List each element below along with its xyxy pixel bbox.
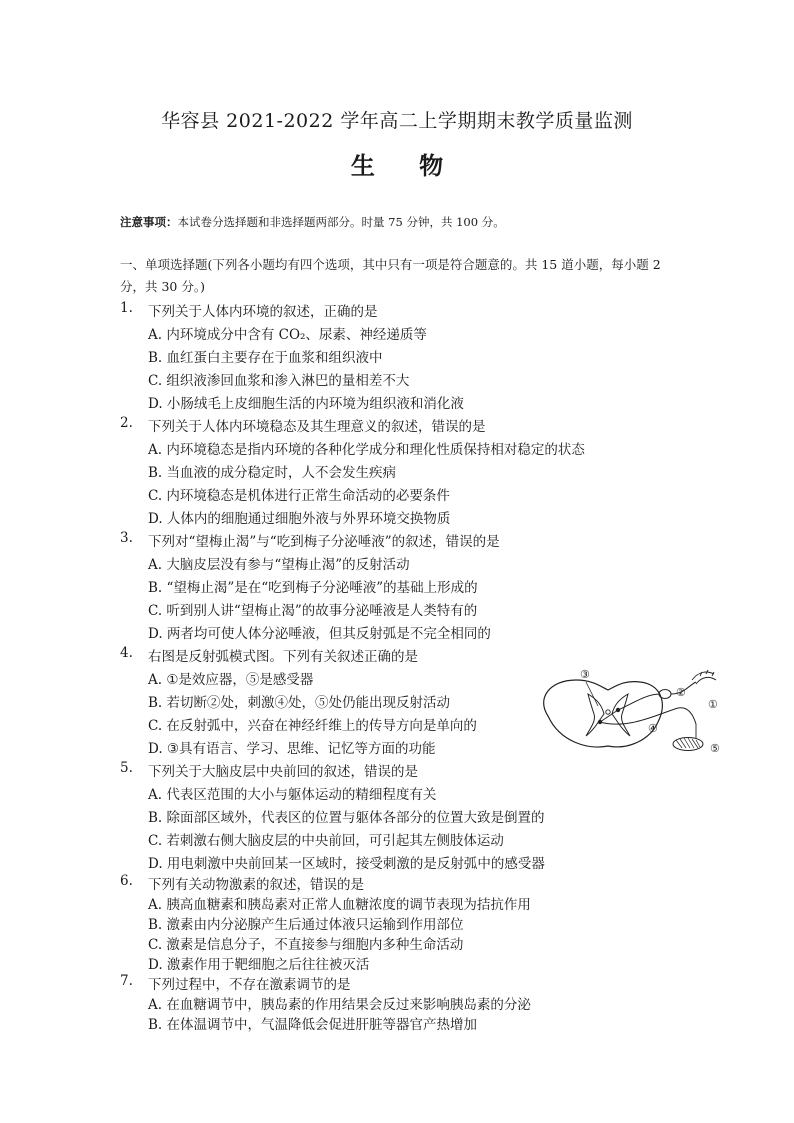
- label-2: ②: [676, 686, 686, 699]
- option: C. 听到别人讲“望梅止渴”的故事分泌唾液是人类特有的: [148, 603, 478, 619]
- option: D. 用电刺激中央前回某一区域时，接受刺激的是反射弧中的感受器: [148, 856, 545, 872]
- ganglion: [659, 690, 671, 699]
- label-5: ⑤: [710, 742, 720, 755]
- reflex-arc-diagram: [528, 664, 728, 764]
- option: A. 代表区范围的大小与躯体运动的精细程度有关: [148, 787, 437, 803]
- question-number: 7.: [120, 973, 133, 989]
- option: D. 两者均可使人体分泌唾液，但其反射弧是不完全相同的: [148, 626, 491, 642]
- option: C. 若刺激右侧大脑皮层的中央前回，可引起其左侧肢体运动: [148, 833, 504, 849]
- option: D. 人体内的细胞通过细胞外液与外界环境交换物质: [148, 511, 451, 527]
- question-stem: 下列关于大脑皮层中央前回的叙述，错误的是: [148, 764, 418, 780]
- option: C. 内环境稳态是机体进行正常生命活动的必要条件: [148, 488, 450, 504]
- option: C. 组织液渗回血浆和渗入淋巴的量相差不大: [148, 373, 410, 389]
- muscle-striations: [676, 738, 700, 748]
- option: B. 除面部区域外，代表区的位置与躯体各部分的位置大致是倒置的: [148, 810, 545, 826]
- question-stem: 下列关于人体内环境的叙述，正确的是: [148, 304, 378, 320]
- question-number: 4.: [120, 645, 133, 661]
- option: A. 内环境成分中含有 CO₂、尿素、神经递质等: [148, 327, 427, 343]
- grey-matter: [586, 694, 630, 736]
- option: A. 胰高血糖素和胰岛素对正常人血糖浓度的调节表现为拮抗作用: [148, 897, 531, 913]
- option: B. 若切断②处，刺激④处，⑤处仍能出现反射活动: [148, 695, 451, 711]
- exam-title: 华容县 2021-2022 学年高二上学期期末教学质量监测: [161, 110, 633, 132]
- question-stem: 下列对“望梅止渴”与“吃到梅子分泌唾液”的叙述，错误的是: [148, 534, 500, 550]
- question-stem: 右图是反射弧模式图。下列有关叙述正确的是: [148, 649, 418, 665]
- option: D. 小肠绒毛上皮细胞生活的内环境为组织液和消化液: [148, 396, 464, 412]
- option: D. ③具有语言、学习、思维、记忆等方面的功能: [148, 741, 436, 757]
- option: A. 大脑皮层没有参与“望梅止渴”的反射活动: [148, 557, 410, 573]
- question-number: 3.: [120, 530, 133, 546]
- central-canal: [606, 710, 610, 714]
- option: A. 内环境稳态是指内环境的各种化学成分和理化性质保持相对稳定的状态: [148, 442, 585, 458]
- notice-label: 注意事项：: [120, 215, 178, 229]
- question-stem: 下列有关动物激素的叙述，错误的是: [148, 877, 364, 893]
- question-stem: 下列过程中，不存在激素调节的是: [148, 977, 351, 993]
- option: A. 在血糖调节中，胰岛素的作用结果会反过来影响胰岛素的分泌: [148, 997, 531, 1013]
- option: B. 在体温调节中，气温降低会促进肝脏等器官产热增加: [148, 1017, 478, 1033]
- option: B. 激素由内分泌腺产生后通过体液只运输到作用部位: [148, 917, 464, 933]
- option: A. ①是效应器，⑤是感受器: [148, 672, 314, 688]
- option: D. 激素作用于靶细胞之后往往被灭活: [148, 957, 370, 973]
- question-number: 6.: [120, 873, 133, 889]
- question-number: 2.: [120, 415, 133, 431]
- label-4: ④: [648, 722, 658, 735]
- section-heading: 一、单项选择题(下列各小题均有四个选项，其中只有一项是符合题意的。共 15 道小题，每小题 2 分，共 30 分。): [120, 257, 661, 294]
- question-number: 5.: [120, 760, 133, 776]
- option: C. 在反射弧中，兴奋在神经纤维上的传导方向是单向的: [148, 718, 477, 734]
- option: B. “望梅止渴”是在“吃到梅子分泌唾液”的基础上形成的: [148, 580, 478, 596]
- question-stem: 下列关于人体内环境稳态及其生理意义的叙述，错误的是: [148, 419, 486, 435]
- option: C. 激素是信息分子，不直接参与细胞内多种生命活动: [148, 937, 464, 953]
- subject-title: 生 物: [350, 151, 462, 180]
- option: B. 当血液的成分稳定时，人不会发生疾病: [148, 465, 397, 481]
- option: B. 血红蛋白主要存在于血浆和组织液中: [148, 350, 383, 366]
- notice: [120, 214, 505, 230]
- notice-text: 本试卷分选择题和非选择题两部分。时量 75 分钟，共 100 分。: [177, 215, 505, 229]
- question-number: 1.: [120, 300, 133, 316]
- label-3: ③: [580, 668, 590, 681]
- spinal-cord-outline: [544, 680, 663, 747]
- label-1: ①: [708, 698, 718, 711]
